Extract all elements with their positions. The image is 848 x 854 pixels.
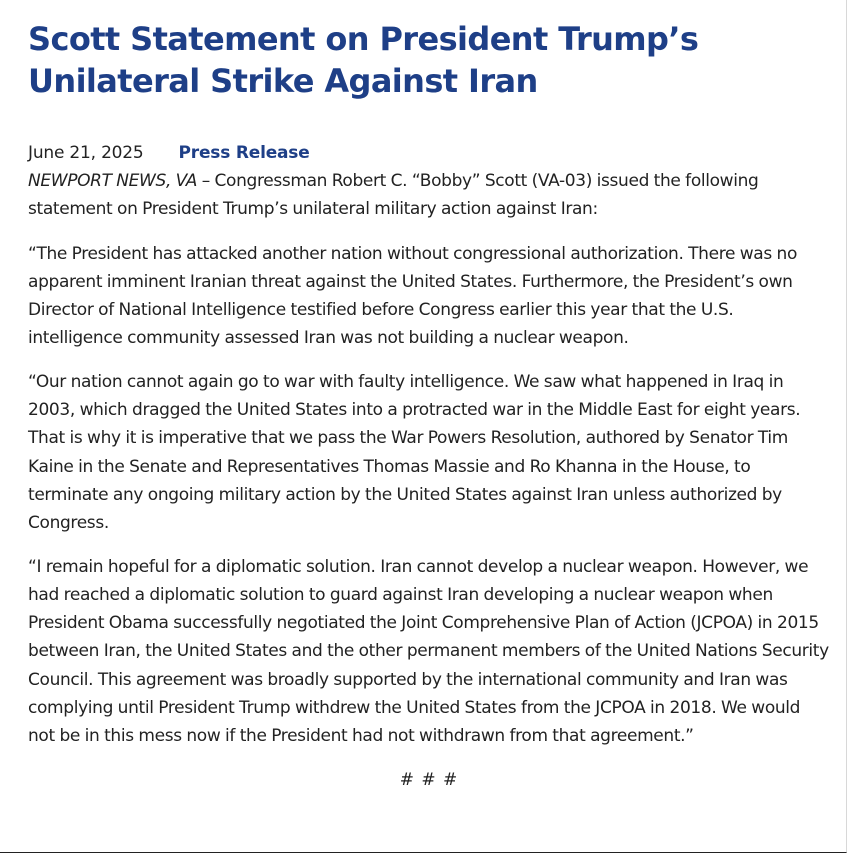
press-release-article <box>28 18 830 794</box>
statement-paragraph-3: “I remain hopeful for a diplomatic solution. Iran cannot develop a nuclear weapon. However, we had reached a diplomatic solution to guard against Iran developing a nuclear weapon when President Obama successfully negotiated the Joint Comprehensive Plan of Action (JCPOA) in 2015 between Iran, the United States and the other permanent members of the United Nations Security Council. This agreement was broadly supported by the international community and Iran was complying until President Trump withdrew the United States from the JCPOA in 2018. We would not be in this mess now if the President had not withdrawn from that agreement.” <box>28 556 829 747</box>
intro-paragraph <box>28 167 830 224</box>
end-of-release-mark: # # # <box>399 769 459 790</box>
page-title: Scott Statement on President Trump’s Unilateral Strike Against Iran <box>28 20 699 100</box>
category-label: Press Release <box>178 143 310 163</box>
statement-paragraph-1: “The President has attacked another nation without congressional authorization. There was no apparent imminent Iranian threat against the United States. Furthermore, the President’s own Director of National Intelligence testified before Congress earlier this year that the U.S. intelligence community assessed Iran was not building a nuclear weapon. <box>28 243 797 349</box>
intro-text: – Congressman Robert C. “Bobby” Scott (VA-03) issued the following statement on President Trump’s unilateral military action against Iran: <box>28 171 759 220</box>
article-meta <box>28 139 830 167</box>
statement-paragraph-2: “Our nation cannot again go to war with faulty intelligence. We saw what happened in Iraq in 2003, which dragged the United States into a protracted war in the Middle East for eight years. That is why it is imperative that we pass the War Powers Resolution, authored by Senator Tim Kaine in the Senate and Representatives Thomas Massie and Ro Khanna in the House, to terminate any ongoing military action by the United States against Iran unless authorized by Congress. <box>28 371 801 534</box>
publish-date: June 21, 2025 <box>28 143 144 163</box>
dateline: NEWPORT NEWS, VA <box>28 171 198 191</box>
